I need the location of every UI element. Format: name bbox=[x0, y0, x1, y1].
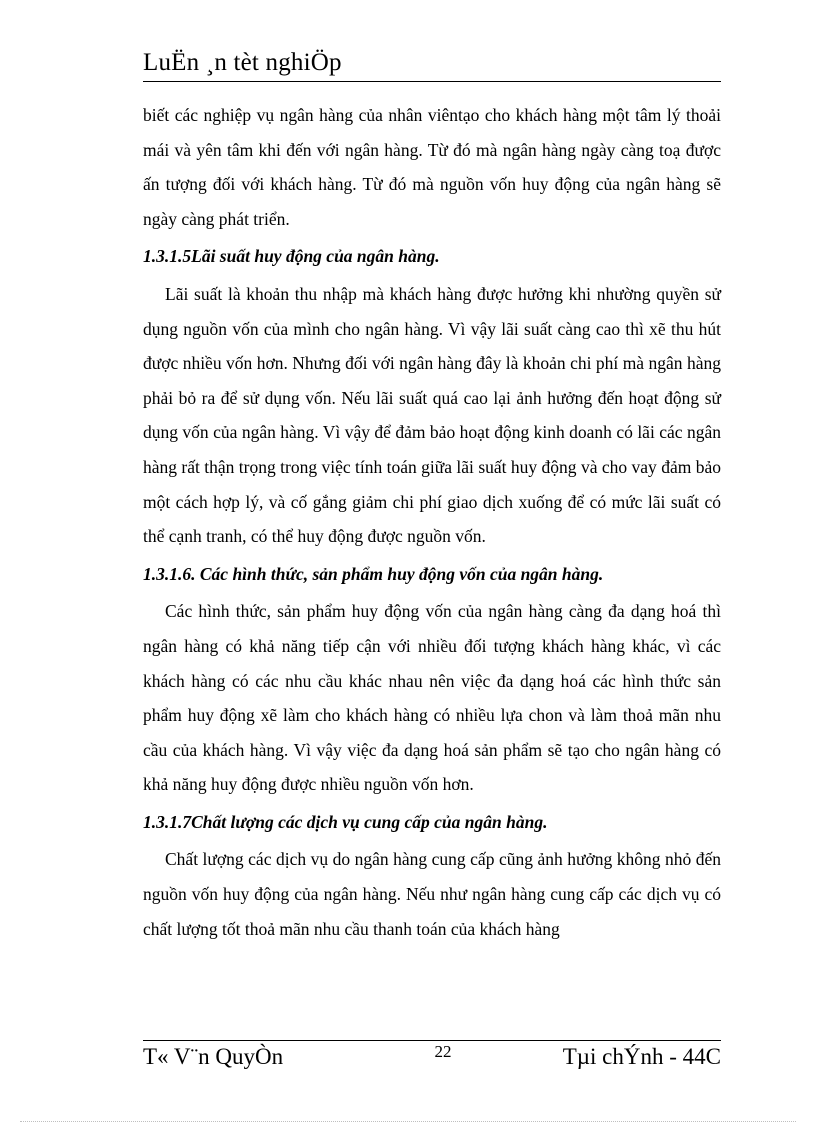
section-heading-1-3-1-5: 1.3.1.5Lãi suất huy động của ngân hàng. bbox=[143, 246, 440, 267]
page-header-title: LuËn ¸n tèt nghiÖp bbox=[143, 49, 342, 76]
document-body bbox=[143, 98, 721, 946]
footer-class: Tµi chÝnh - 44C bbox=[562, 1044, 721, 1069]
page-number: 22 bbox=[434, 1042, 452, 1061]
section-heading-1-3-1-7: 1.3.1.7Chất lượng các dịch vụ cung cấp của ngân hàng. bbox=[143, 811, 548, 832]
paragraph-interest-rate: Lãi suất là khoản thu nhập mà khách hàng được hưởng khi nhường quyền sử dụng nguồn vốn của mình cho ngân hàng. Vì vậy lãi suất càng cao thì xẽ thu hút được nhiều vốn hơn. Nhưng đối với ngân hàng đây là khoản chi phí mà ngân hàng phải bỏ ra để sử dụng vốn. Nếu lãi suất quá cao lại ảnh hưởng đến hoạt động sử dụng vốn của ngân hàng. Vì vậy để đảm bảo hoạt động kinh doanh có lãi các ngân hàng rất thận trọng trong việc tính toán giữa lãi suất huy động và cho vay đảm bảo một cách hợp lý, và cố gắng giảm chi phí giao dịch xuống để có mức lãi suất có thể cạnh tranh, có thể huy động được nguồn vốn. bbox=[143, 283, 721, 547]
page-edge-dotted-line bbox=[20, 1121, 796, 1122]
paragraph-service-quality: Chất lượng các dịch vụ do ngân hàng cung cấp cũng ảnh hưởng không nhỏ đến nguồn vốn huy động của ngân hàng. Nếu như ngân hàng cung cấp các dịch vụ có chất lượng tốt thoả mãn nhu cầu thanh toán của khách hàng bbox=[143, 849, 721, 939]
paragraph-products: Các hình thức, sản phẩm huy động vốn của ngân hàng càng đa dạng hoá thì ngân hàng có khả năng tiếp cận với nhiều đối tượng khách hàng khác, vì các khách hàng có các nhu cầu khác nhau nên việc đa dạng hoá các hình thức sản phẩm huy động xẽ làm cho khách hàng có nhiều lựa chon và làm thoả mãn nhu cầu của khách hàng. Vì vậy việc đa dạng hoá sản phẩm sẽ tạo cho ngân hàng có khả năng huy động được nhiều nguồn vốn hơn. bbox=[143, 601, 721, 795]
section-heading-1-3-1-6: 1.3.1.6. Các hình thức, sản phẩm huy động vốn của ngân hàng. bbox=[143, 563, 604, 584]
footer-author: T« V¨n QuyÒn bbox=[143, 1044, 284, 1069]
header-divider bbox=[143, 81, 721, 82]
paragraph-continued: biết các nghiệp vụ ngân hàng của nhân viêntạo cho khách hàng một tâm lý thoải mái và yên tâm khi đến với ngân hàng. Từ đó mà ngân hàng ngày càng toạ được ấn tượng đối với khách hàng. Từ đó mà nguồn vốn huy động của ngân hàng sẽ ngày càng phát triển. bbox=[143, 105, 721, 229]
